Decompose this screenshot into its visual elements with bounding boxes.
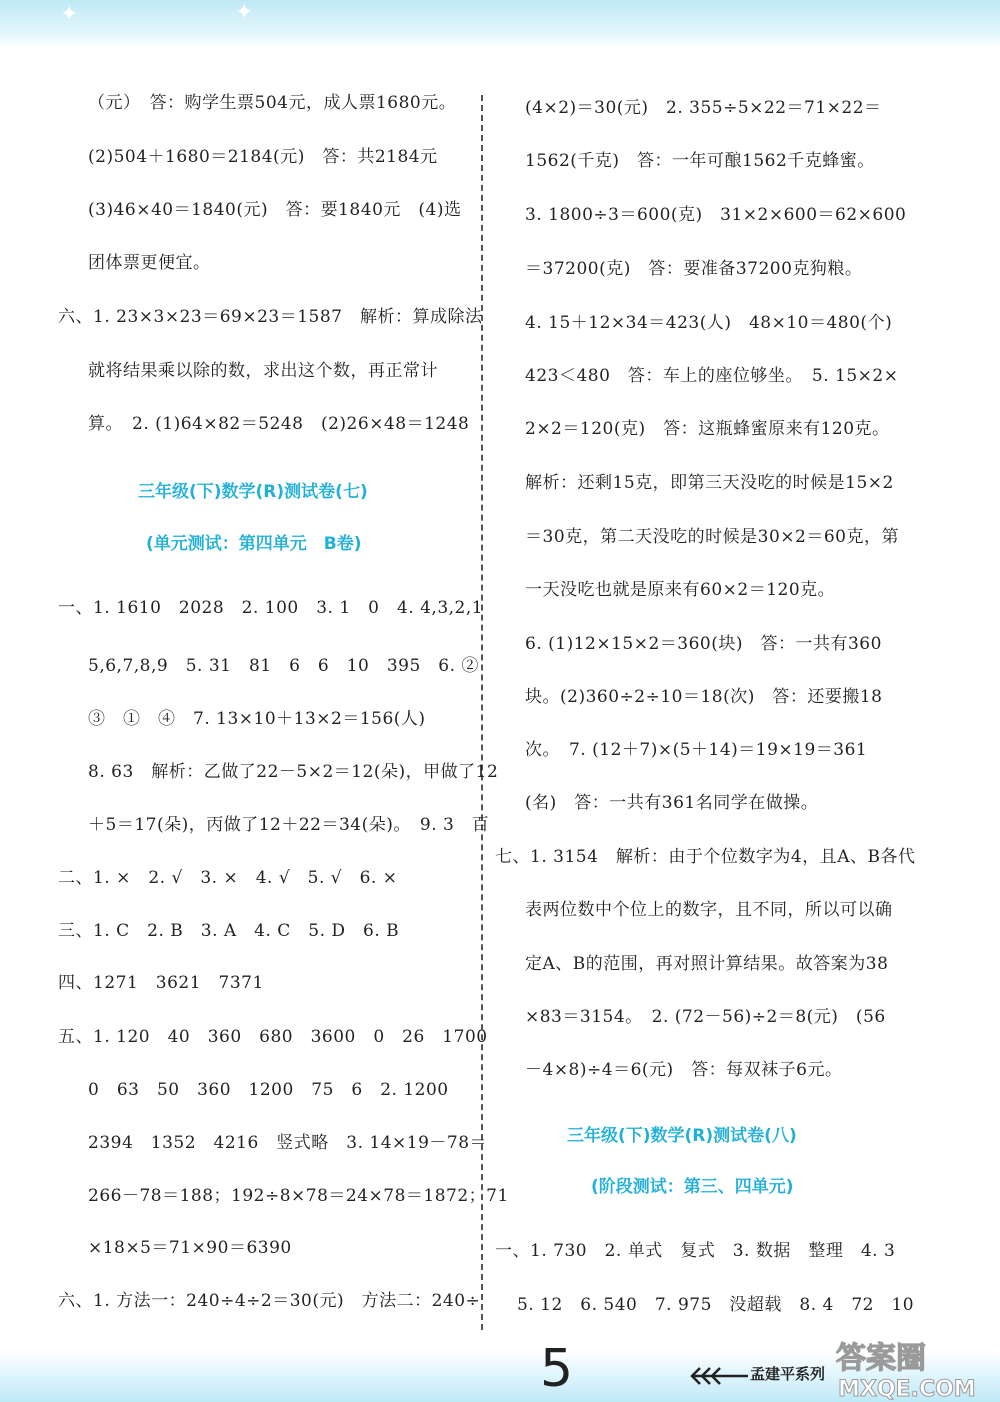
answer-line: 266－78＝188；192÷8×78＝24×78＝1872；71 [88, 1186, 509, 1206]
answer-line: ＋5＝17(朵)，丙做了12＋22＝34(朵)。 9. 3 百 [88, 815, 490, 835]
answer-line: 团体票更便宜。 [88, 253, 211, 273]
answer-line: 算。 2. (1)64×82＝5248 (2)26×48＝1248 [88, 414, 470, 434]
answer-line: (2)504＋1680＝2184(元) 答：共2184元 [88, 147, 438, 167]
answer-line: ③ ① ④ 7. 13×10＋13×2＝156(人) [88, 709, 426, 729]
sparkle-icon: ✦ [235, 0, 254, 25]
answer-line: 就将结果乘以除的数，求出这个数，再正常计 [88, 361, 438, 381]
answer-line: 二、1. × 2. √ 3. × 4. √ 5. √ 6. × [58, 868, 398, 888]
page-number: 5 [540, 1339, 574, 1399]
top-decorative-band [0, 0, 1000, 48]
answer-line: (名) 答：一共有361名同学在做操。 [525, 793, 819, 813]
answer-line: (3)46×40＝1840(元) 答：要1840元 (4)选 [88, 200, 462, 220]
sparkle-icon: ✦ [60, 2, 79, 27]
answer-line: 一天没吃也就是原来有60×2＝120克。 [525, 580, 836, 600]
answer-line: (4×2)＝30(元) 2. 355÷5×22＝71×22＝ [525, 98, 882, 118]
answer-line: ＝30克，第二天没吃的时候是30×2＝60克，第 [525, 527, 899, 547]
answer-line: 5. 12 6. 540 7. 975 没超载 8. 4 72 10 [517, 1295, 915, 1315]
answer-line: 块。(2)360÷2÷10＝18(次) 答：还要搬18 [525, 687, 883, 707]
answer-line: 1562(千克) 答：一年可酿1562千克蜂蜜。 [525, 151, 875, 171]
arrow-icon [688, 1365, 748, 1387]
answer-line: 六、1. 23×3×23＝69×23＝1587 解析：算成除法 [58, 307, 483, 327]
answer-line: 定A、B的范围，再对照计算结果。故答案为38 [525, 954, 889, 974]
answer-line: 六、1. 方法一：240÷4÷2＝30(元) 方法二：240÷ [58, 1291, 481, 1311]
section-title: 三年级(下)数学(R)测试卷(八) [567, 1126, 797, 1146]
answer-line: 五、1. 120 40 360 680 3600 0 26 1700 [58, 1027, 488, 1047]
section-title: 三年级(下)数学(R)测试卷(七) [138, 482, 368, 502]
answer-line: 2394 1352 4216 竖式略 3. 14×19－78＝ [88, 1133, 488, 1153]
answer-line: 一、1. 730 2. 单式 复式 3. 数据 整理 4. 3 [495, 1241, 896, 1261]
answer-line: 4. 15＋12×34＝423(人) 48×10＝480(个) [525, 313, 893, 333]
answer-line: 0 63 50 360 1200 75 6 2. 1200 [88, 1080, 449, 1100]
section-subtitle: (单元测试：第四单元 B卷) [146, 534, 362, 554]
brand-label: 孟建平系列 [750, 1365, 826, 1383]
answer-line: ×18×5＝71×90＝6390 [88, 1238, 292, 1258]
answer-line: （元） 答：购学生票504元，成人票1680元。 [88, 93, 457, 113]
answer-line: ＝37200(克) 答：要准备37200克狗粮。 [525, 259, 863, 279]
watermark-logo [824, 1332, 1000, 1402]
answer-line: 三、1. C 2. B 3. A 4. C 5. D 6. B [58, 921, 400, 941]
answer-line: 6. (1)12×15×2＝360(块) 答：一共有360 [525, 634, 882, 654]
answer-line: 一、1. 1610 2028 2. 100 3. 1 0 4. 4,3,2,1 [58, 598, 484, 618]
answer-line: －4×8)÷4＝6(元) 答：每双袜子6元。 [525, 1060, 843, 1080]
svg-text:答案圈: 答案圈 [836, 1341, 926, 1376]
answer-line: 七、1. 3154 解析：由于个位数字为4，且A、B各代 [495, 847, 916, 867]
answer-line: 四、1271 3621 7371 [58, 973, 264, 993]
answer-line: 次。 7. (12＋7)×(5＋14)＝19×19＝361 [525, 740, 868, 760]
svg-text:MXQE.COM: MXQE.COM [838, 1377, 976, 1402]
answer-line: 423＜480 答：车上的座位够坐。 5. 15×2× [525, 366, 899, 386]
answer-line: 8. 63 解析：乙做了22－5×2＝12(朵)，甲做了12 [88, 762, 499, 782]
answer-line: ×83＝3154。 2. (72－56)÷2＝8(元) (56 [525, 1007, 886, 1027]
section-subtitle: (阶段测试：第三、四单元) [591, 1177, 794, 1197]
answer-line: 3. 1800÷3＝600(克) 31×2×600＝62×600 [525, 205, 907, 225]
answer-line: 2×2＝120(克) 答：这瓶蜂蜜原来有120克。 [525, 419, 890, 439]
answer-line: 5,6,7,8,9 5. 31 81 6 6 10 395 6. ② [88, 656, 479, 676]
answer-line: 解析：还剩15克，即第三天没吃的时候是15×2 [525, 473, 894, 493]
answer-line: 表两位数中个位上的数字，且不同，所以可以确 [525, 900, 893, 920]
